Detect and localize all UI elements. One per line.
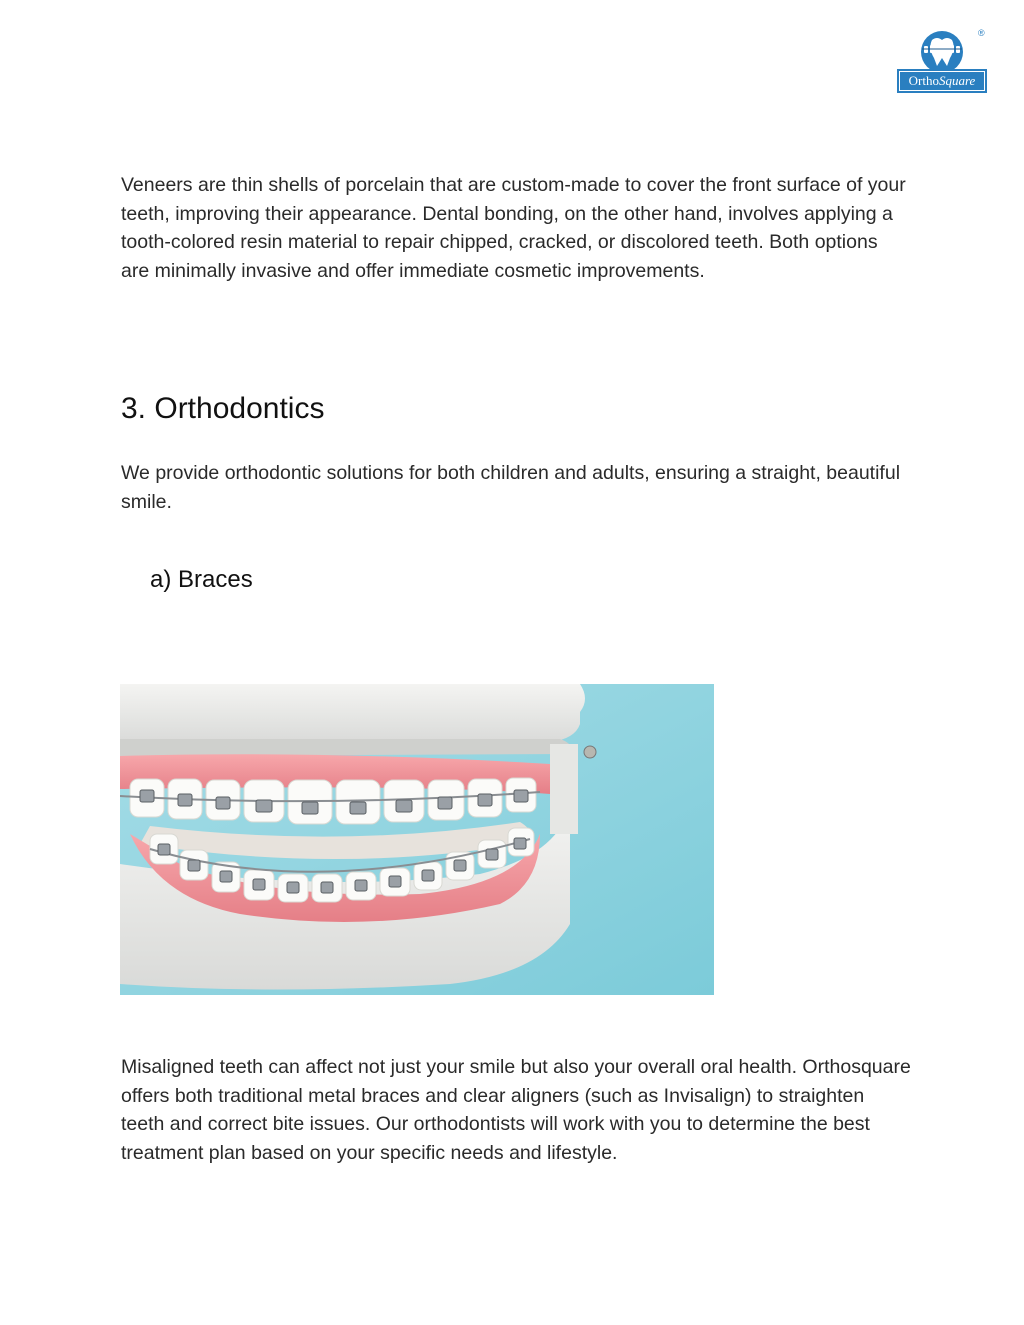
orthosquare-logo	[896, 26, 988, 94]
orthodontics-heading: 3. Orthodontics	[121, 392, 325, 425]
veneers-paragraph: Veneers are thin shells of porcelain that are custom-made to cover the front surface of your teeth, improving their appearance. Dental bonding, on the other hand, involves applying a tooth-colored resin material to repair chipped, cracked, or discolored teeth. Both options are minimally invasive and offer immediate cosmetic improvements.	[121, 174, 906, 283]
braces-paragraph: Misaligned teeth can affect not just your smile but also your overall oral health. Orthosquare offers both traditional metal braces and clear aligners (such as Invisalign) to straighten teeth and correct bite issues. Our orthodontists will work with you to determine the best treatment plan based on your specific needs and lifestyle.	[121, 1056, 911, 1165]
logo-text-ortho: Ortho	[908, 73, 939, 88]
logo-wordmark	[900, 72, 984, 90]
registered-mark: ®	[978, 28, 985, 38]
orthodontics-intro-paragraph: We provide orthodontic solutions for both children and adults, ensuring a straight, beautiful smile.	[121, 462, 901, 513]
logo-text-square: Square	[938, 73, 976, 88]
braces-model-photo	[120, 684, 714, 995]
dental-model-image	[120, 684, 714, 995]
braces-heading: a) Braces	[150, 566, 253, 593]
